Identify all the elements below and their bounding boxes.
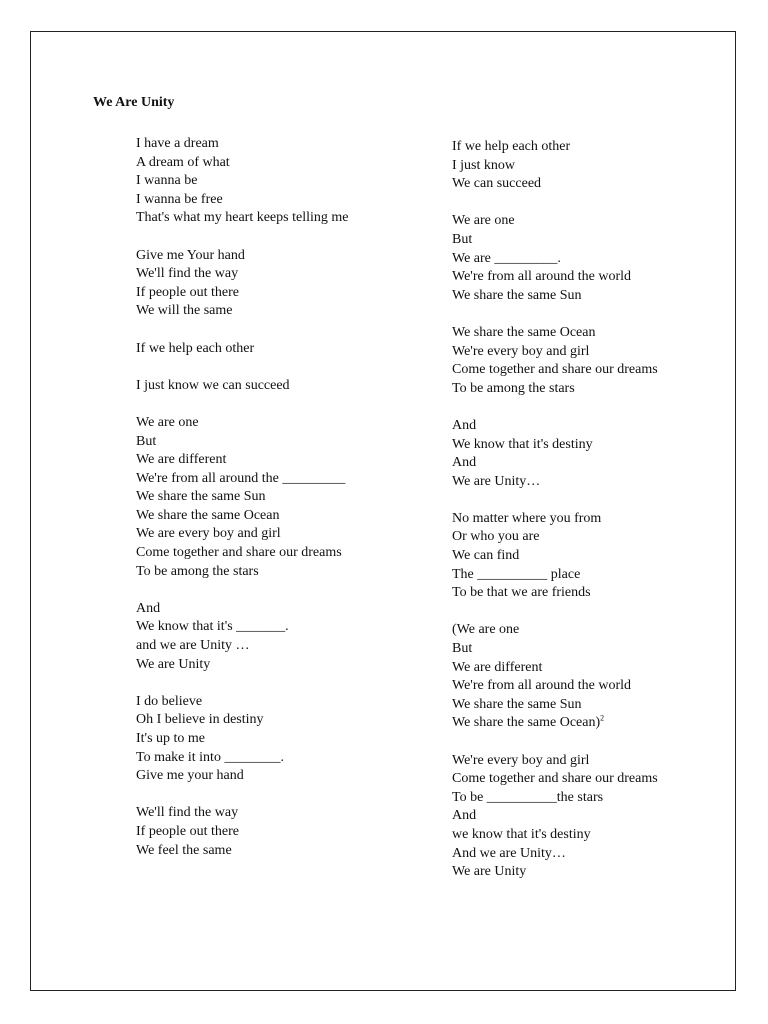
lyric-line: We feel the same bbox=[136, 842, 232, 858]
lyric-line: To be that we are friends bbox=[452, 585, 591, 601]
stanza bbox=[452, 621, 722, 733]
stanza bbox=[452, 510, 722, 603]
lyric-line: It's up to me bbox=[136, 731, 206, 746]
lyric-line: We share the same Sun bbox=[452, 287, 582, 303]
lyric-line: I do believe bbox=[136, 693, 203, 709]
lyric-line: We can find bbox=[452, 548, 520, 564]
stanza bbox=[136, 377, 436, 396]
lyric-line: We're from all around the _________ bbox=[136, 470, 346, 486]
lyric-line: To be among the stars bbox=[452, 380, 575, 396]
lyric-line: and we are Unity … bbox=[136, 638, 250, 654]
lyric-line: Give me your hand bbox=[136, 768, 244, 784]
lyric-line: We are Unity… bbox=[452, 473, 541, 489]
lyric-line: Come together and share our dreams bbox=[452, 362, 658, 378]
lyric-line: I wanna be free bbox=[136, 191, 223, 207]
lyric-line: We share the same Sun bbox=[452, 696, 582, 712]
lyric-line: We are Unity bbox=[452, 864, 527, 880]
lyric-line: we know that it's destiny bbox=[452, 826, 591, 842]
lyric-line: The __________ place bbox=[452, 566, 581, 582]
lyric-line: We will the same bbox=[136, 303, 233, 319]
lyric-line: To make it into ________. bbox=[136, 749, 284, 765]
lyric-line: (We are one bbox=[452, 622, 520, 638]
lyric-line: We know that it's destiny bbox=[452, 436, 593, 452]
lyric-line: We share the same Ocean bbox=[452, 324, 596, 340]
stanza bbox=[452, 417, 722, 491]
lyric-line: To be among the stars bbox=[136, 563, 259, 579]
lyric-line: We are different bbox=[452, 659, 543, 675]
lyric-line: We are one bbox=[452, 213, 515, 229]
lyric-line: We are Unity bbox=[136, 656, 211, 672]
lyric-line: We share the same Sun bbox=[136, 489, 266, 505]
lyric-line: We'll find the way bbox=[136, 266, 239, 282]
lyric-line: We share the same Ocean)$^2$ bbox=[452, 713, 605, 731]
lyric-line: We know that it's _______. bbox=[136, 619, 289, 635]
lyric-line: We're from all around the world bbox=[452, 269, 632, 285]
lyric-line: We're from all around the world bbox=[452, 678, 632, 694]
lyric-line: I wanna be bbox=[136, 173, 198, 189]
lyric-line: To be __________the stars bbox=[452, 789, 604, 805]
stanza bbox=[136, 804, 436, 860]
lyric-line: We're every boy and girl bbox=[452, 752, 590, 768]
lyric-line: And bbox=[136, 600, 161, 616]
lyric-line: We'll find the way bbox=[136, 805, 239, 821]
lyric-line: And bbox=[452, 417, 477, 433]
lyric-line: We can succeed bbox=[452, 176, 542, 192]
stanza bbox=[136, 340, 436, 359]
lyric-line: And bbox=[452, 808, 477, 824]
lyric-line: But bbox=[136, 433, 157, 449]
stanza bbox=[452, 324, 722, 398]
lyric-line: But bbox=[452, 641, 473, 657]
lyric-line: Come together and share our dreams bbox=[136, 545, 342, 561]
lyric-line: Oh I believe in destiny bbox=[136, 712, 264, 728]
lyrics-right-column bbox=[452, 138, 722, 900]
lyric-line: But bbox=[452, 231, 473, 247]
lyric-line: If we help each other bbox=[452, 139, 571, 154]
lyric-line: A dream of what bbox=[136, 154, 230, 170]
lyrics-left-column bbox=[136, 135, 436, 879]
stanza bbox=[136, 414, 436, 581]
stanza bbox=[136, 135, 436, 228]
song-title: We Are Unity bbox=[93, 95, 175, 110]
stanza bbox=[452, 752, 722, 882]
stanza bbox=[136, 600, 436, 674]
lyric-line: We're every boy and girl bbox=[452, 343, 590, 359]
stanza bbox=[136, 247, 436, 321]
lyric-line: And we are Unity… bbox=[452, 845, 566, 861]
stanza bbox=[136, 693, 436, 786]
lyric-line: If people out there bbox=[136, 284, 240, 300]
lyric-line: Come together and share our dreams bbox=[452, 771, 658, 787]
lyric-line: We are different bbox=[136, 452, 227, 468]
lyric-line: I just know bbox=[452, 157, 515, 173]
lyric-line: I have a dream bbox=[136, 136, 219, 151]
lyric-line: If people out there bbox=[136, 823, 240, 839]
lyric-line: That's what my heart keeps telling me bbox=[136, 210, 349, 226]
lyric-line: If we help each other bbox=[136, 340, 255, 356]
lyric-line: We are _________. bbox=[452, 250, 561, 266]
lyric-line: I just know we can succeed bbox=[136, 377, 290, 393]
lyric-line: And bbox=[452, 455, 477, 471]
repeat-mark: 2 bbox=[600, 713, 605, 723]
lyric-line: We are every boy and girl bbox=[136, 526, 281, 542]
stanza bbox=[452, 138, 722, 194]
lyric-line: Give me Your hand bbox=[136, 247, 245, 263]
lyric-line: We are one bbox=[136, 414, 199, 430]
lyric-line: We share the same Ocean bbox=[136, 507, 280, 523]
lyric-line: Or who you are bbox=[452, 529, 540, 545]
lyric-line: No matter where you from bbox=[452, 510, 602, 526]
stanza bbox=[452, 212, 722, 305]
